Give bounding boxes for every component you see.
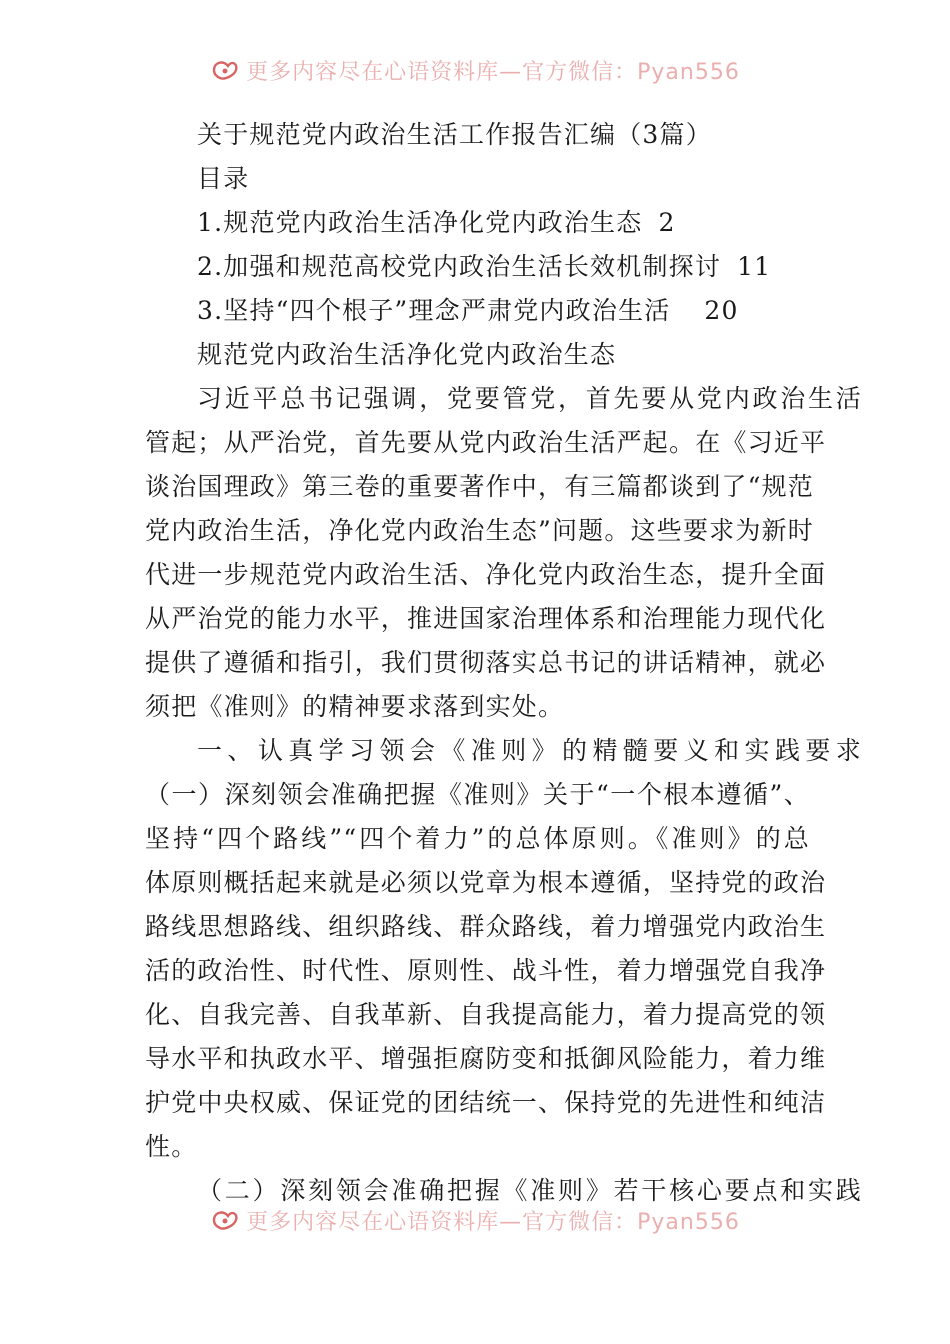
toc-item-page: 2 — [658, 208, 676, 237]
watermark-logo-icon — [210, 58, 240, 82]
paragraph-line: 代进一步规范党内政治生活、净化党内政治生态，提升全面 — [145, 560, 827, 589]
paragraph-line: 化、自我完善、自我革新、自我提高能力，着力提高党的领 — [145, 1000, 827, 1029]
paragraph-line: 导水平和执政水平、增强拒腐防变和抵御风险能力，着力维 — [145, 1044, 827, 1073]
toc-item-label: 1.规范党内政治生活净化党内政治生态 — [197, 208, 643, 237]
paragraph-line: 管起；从严治党，首先要从党内政治生活严起。在《习近平 — [145, 428, 827, 457]
paragraph-line: （一）深刻领会准确把握《准则》关于“一个根本遵循”、 — [145, 780, 810, 809]
document-title: 关于规范党内政治生活工作报告汇编（3篇） — [197, 120, 712, 149]
toc-item-page: 20 — [704, 296, 739, 325]
paragraph-line: 坚持“四个路线”“四个着力”的总体原则。《准则》的总 — [145, 824, 810, 853]
paragraph-line: 从严治党的能力水平，推进国家治理体系和治理能力现代化 — [145, 604, 827, 633]
watermark-text: 更多内容尽在心语资料库—官方微信：Pyan556 — [246, 59, 740, 85]
toc-item-3 — [145, 289, 862, 333]
paragraph-line: 体原则概括起来就是必须以党章为根本遵循，坚持党的政治 — [145, 868, 827, 897]
paragraph-line: （二）深刻领会准确把握《准则》若干核心要点和实践 — [197, 1176, 862, 1205]
toc-item-2 — [145, 245, 862, 289]
toc-item-label: 2.加强和规范高校党内政治生活长效机制探讨 — [197, 252, 722, 281]
paragraph-line: 活的政治性、时代性、原则性、战斗性，着力增强党自我净 — [145, 956, 827, 985]
heading-section-1: 一、认真学习领会《准则》的精髓要义和实践要求 — [197, 736, 862, 765]
toc-item-label: 3.坚持“四个根子”理念严肃党内政治生活 — [197, 296, 671, 325]
watermark-bottom — [0, 1200, 950, 1240]
paragraph-line: 护党中央权威、保证党的团结统一、保持党的先进性和纯洁 — [145, 1088, 827, 1117]
watermark-text: 更多内容尽在心语资料库—官方微信：Pyan556 — [246, 1209, 740, 1235]
toc-heading: 目录 — [197, 164, 250, 193]
watermark-top — [0, 50, 950, 90]
paragraph-line: 习近平总书记强调，党要管党，首先要从党内政治生活 — [197, 384, 862, 413]
paragraph-line: 须把《准则》的精神要求落到实处。 — [145, 692, 565, 721]
paragraph-line: 谈治国理政》第三卷的重要著作中，有三篇都谈到了“规范 — [145, 472, 814, 501]
toc-item-1 — [145, 201, 862, 245]
section-title: 规范党内政治生活净化党内政治生态 — [197, 340, 617, 369]
paragraph-line: 党内政治生活，净化党内政治生态”问题。这些要求为新时 — [145, 516, 814, 545]
watermark-logo-icon — [210, 1208, 240, 1232]
paragraph-line: 提供了遵循和指引，我们贯彻落实总书记的讲话精神，就必 — [145, 648, 827, 677]
paragraph-line: 路线思想路线、组织路线、群众路线，着力增强党内政治生 — [145, 912, 827, 941]
toc-item-page: 11 — [737, 252, 772, 281]
paragraph-line: 性。 — [145, 1132, 198, 1161]
